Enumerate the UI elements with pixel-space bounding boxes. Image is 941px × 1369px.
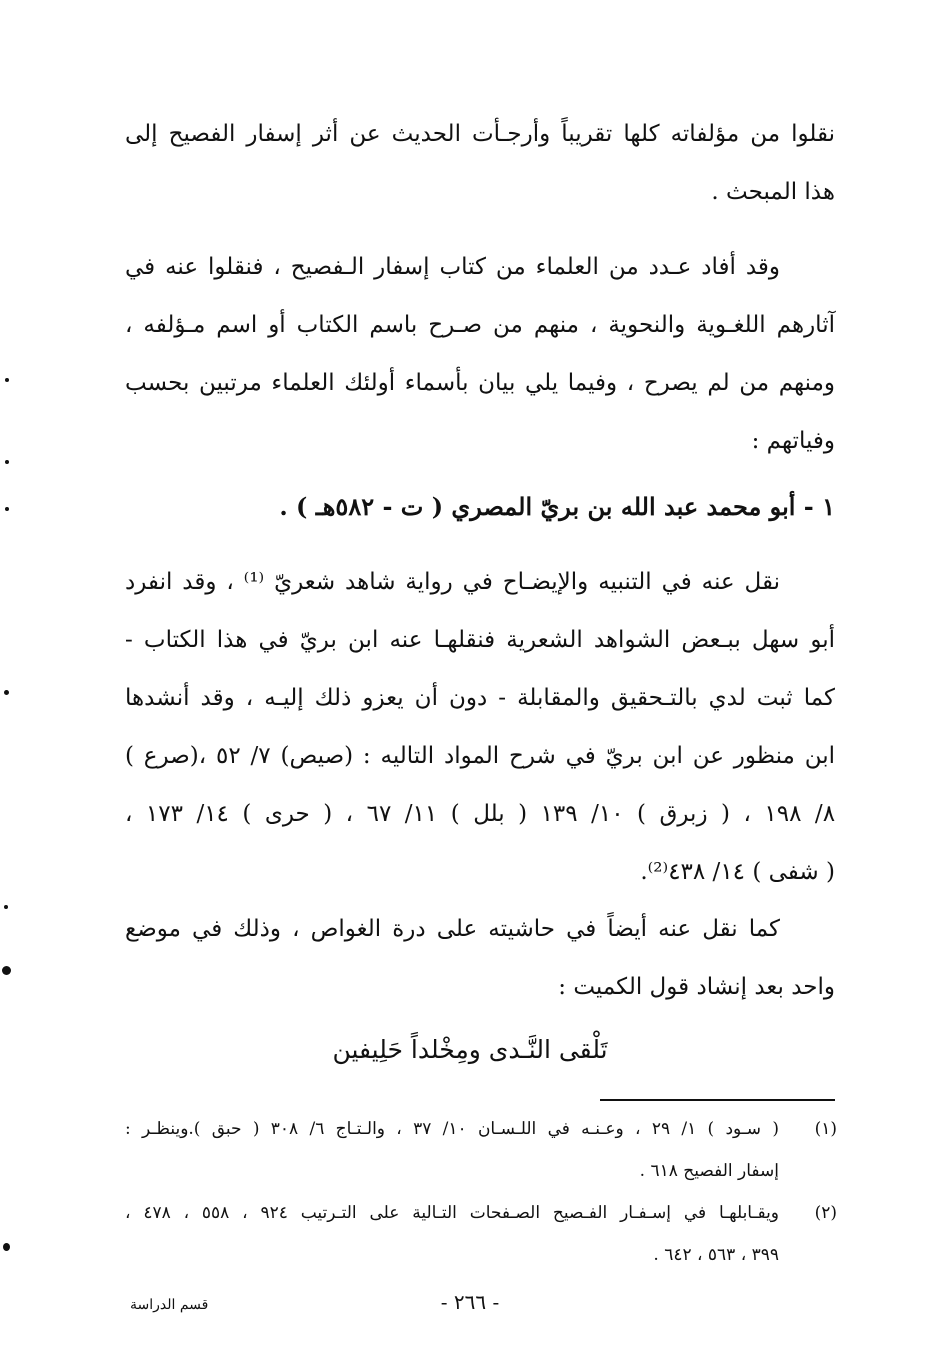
footnote-number: (٢) [814, 1203, 837, 1223]
paragraph-2 [125, 238, 835, 470]
scan-mark [2, 966, 11, 975]
footnote-line: ( سـود ) ١/ ٢٩ ، وعـنـه في اللـسـان ١٠/ ٣٧ ، والـتـاج ٦/ ٣٠٨ ( حبق ).وينظـر : [125, 1119, 779, 1139]
paragraph-1 [125, 105, 835, 221]
text-line: نقلوا من مؤلفاته كلها تقريباً وأرجـأت الحديث عن أثر إسفار الفصيح إلى [125, 121, 835, 147]
text-line: وقد أفاد عـدد من العلماء من كتاب إسفار الـفصيح ، فنقلوا عنه في [125, 254, 780, 280]
text-line: ابن منظور عن ابن بريّ في شرح المواد التاليه : (صيص) ٧/ ٥٢ ،(صرع ) [125, 743, 836, 769]
footnote-number: (١) [814, 1119, 837, 1139]
section-heading: ١ - أبو محمد عبد الله بن بريّ المصري ( ت - ٥٨٢هـ ) . [279, 492, 835, 521]
scan-mark [5, 507, 9, 511]
text-line: هذا المبحث . [711, 179, 835, 205]
text-line: آثارهم اللغـوية والنحوية ، منهم من صـرح باسم الكتاب أو اسم مـؤلفه ، [125, 312, 835, 338]
scan-mark [3, 1243, 10, 1251]
footnote-line: ويقـابلهـا في إسـفـار الفـصيح الصـفحات التـالية على التـرتيب ٩٢٤ ، ٥٥٨ ، ٤٧٨ ، [125, 1203, 780, 1223]
footnote-divider [600, 1099, 835, 1101]
text-line: ( شفى ) ١٤/ ٤٣٨⁽²⁾. [640, 859, 835, 885]
scan-mark [5, 378, 9, 382]
scan-mark [4, 905, 8, 909]
paragraph-4 [125, 900, 835, 1016]
poetry-verse: تَلْقى النَّـدى ومِخْلداً حَلِيفين [332, 1035, 608, 1064]
footnote-line: إسفار الفصيح ٦١٨ . [639, 1161, 779, 1181]
page-number: - ٢٦٦ - [440, 1290, 500, 1314]
text-line: ومنهم من لم يصرح ، وفيما يلي بيان بأسماء أولئك العلماء مرتبين بحسب [125, 370, 835, 396]
footnote-line: ٣٩٩ ، ٥٦٣ ، ٦٤٢ . [653, 1245, 779, 1265]
text-line: أبو سهل ببـعض الشواهد الشعرية فنقلهـا عنه ابن بريّ في هذا الكتاب - [125, 627, 835, 653]
scan-mark [4, 690, 9, 695]
footnote [125, 1108, 837, 1192]
footnotes [125, 1108, 837, 1276]
paragraph-3 [125, 553, 835, 901]
text-line: واحد بعد إنشاد قول الكميت : [558, 974, 835, 1000]
text-line: نقل عنه في التنبيه والإيضـاح في رواية شاهد شعريّ ⁽¹⁾ ، وقد انفرد [125, 569, 780, 595]
text-line: كما نقل عنه أيضاً في حاشيته على درة الغواص ، وذلك في موضع [125, 916, 780, 942]
text-line: كما ثبت لدي بالتـحقيق والمقابلة - دون أن يعزو ذلك إليـه ، وقد أنشدها [125, 685, 835, 711]
scan-mark [5, 460, 9, 464]
footer-section-label: قسم الدراسة [130, 1297, 209, 1313]
footnote [125, 1192, 837, 1276]
text-line: وفياتهم : [751, 428, 835, 454]
text-line: ٨/ ١٩٨ ، ( زبرق ) ١٠/ ١٣٩ ( بلل ) ١١/ ٦٧ ، ( حرى ) ١٤/ ١٧٣ ، [125, 801, 836, 827]
